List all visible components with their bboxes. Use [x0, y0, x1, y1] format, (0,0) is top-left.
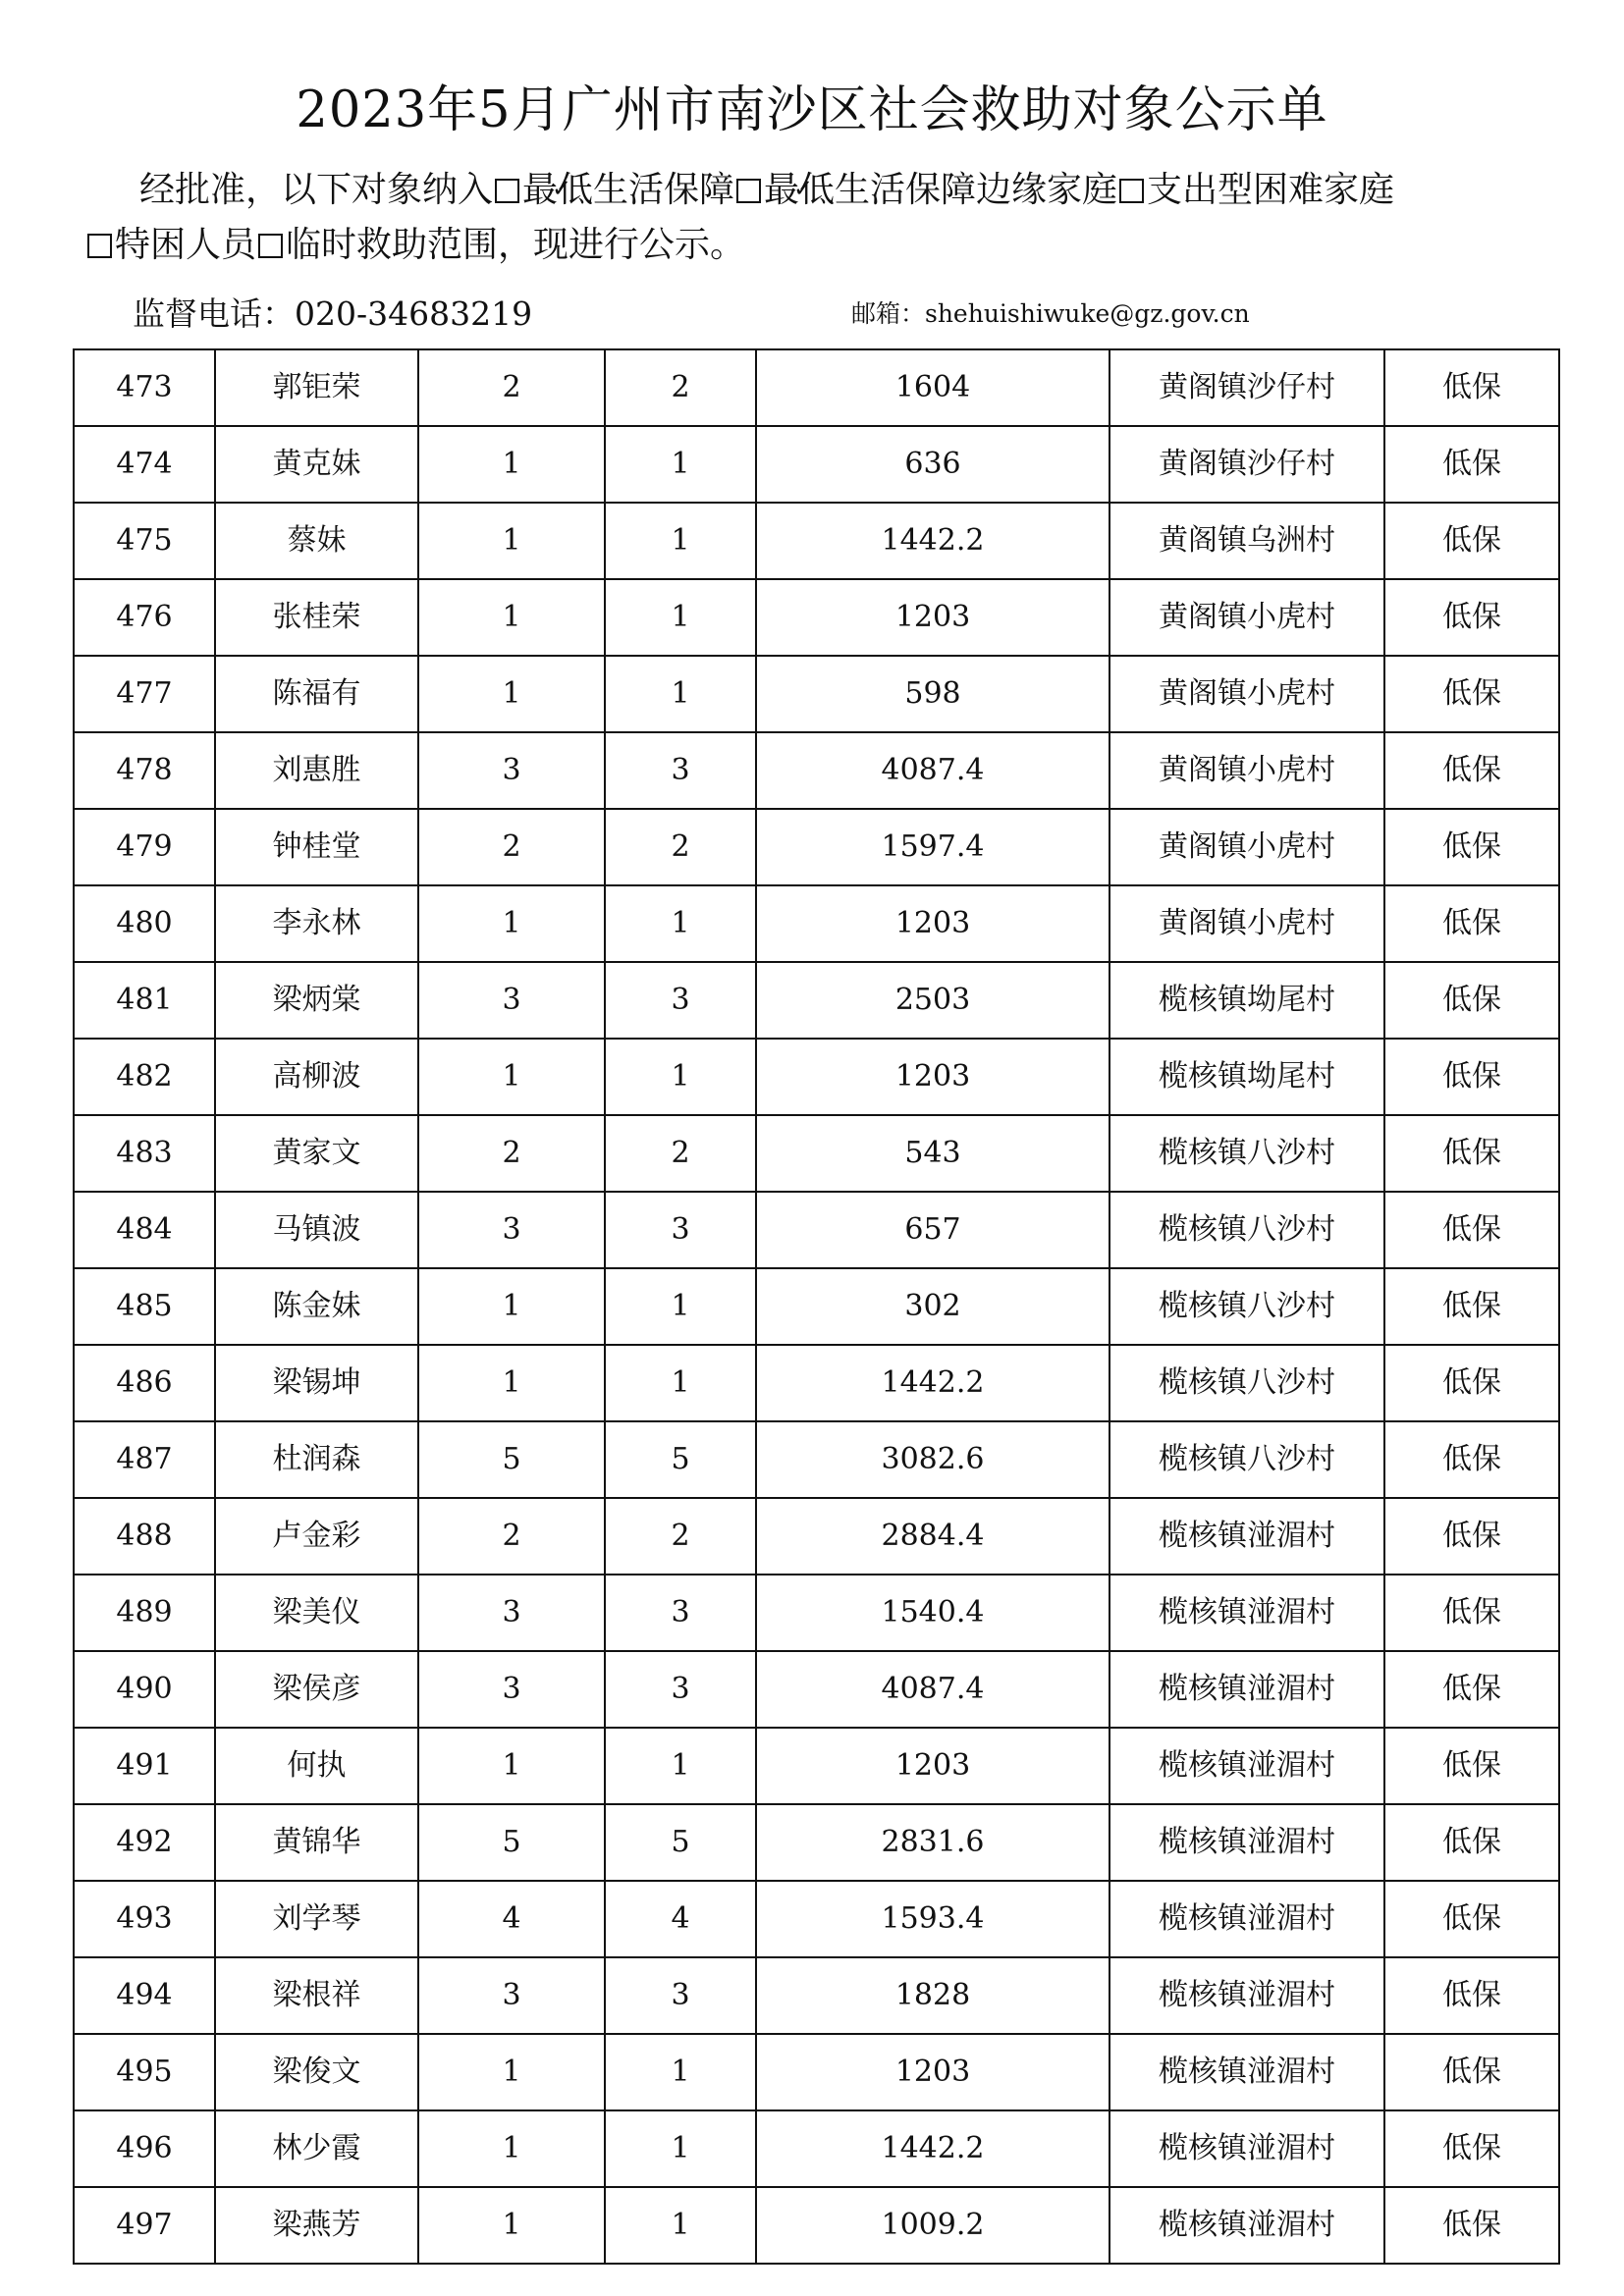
serial-number-cell: 495 — [74, 2034, 215, 2110]
relief-type-cell: 低保 — [1384, 732, 1559, 809]
option-extreme-poverty: 特困人员 — [115, 225, 257, 265]
name-cell: 梁燕芳 — [215, 2187, 418, 2264]
amount-cell: 2884.4 — [756, 1498, 1110, 1575]
household-size-cell: 1 — [418, 1039, 605, 1115]
household-size-cell: 1 — [418, 426, 605, 503]
covered-count-cell: 2 — [605, 809, 756, 885]
serial-number-cell: 482 — [74, 1039, 215, 1115]
amount-cell: 1828 — [756, 1957, 1110, 2034]
name-cell: 陈金妹 — [215, 1268, 418, 1345]
covered-count-cell: 1 — [605, 2034, 756, 2110]
serial-number-cell: 479 — [74, 809, 215, 885]
serial-number-cell: 490 — [74, 1651, 215, 1728]
relief-type-cell: 低保 — [1384, 1421, 1559, 1498]
amount-cell: 1442.2 — [756, 503, 1110, 579]
address-cell: 榄核镇湴湄村 — [1110, 1957, 1384, 2034]
amount-cell: 1203 — [756, 2034, 1110, 2110]
household-size-cell: 5 — [418, 1804, 605, 1881]
relief-type-cell: 低保 — [1384, 1345, 1559, 1421]
covered-count-cell: 1 — [605, 1728, 756, 1804]
amount-cell: 636 — [756, 426, 1110, 503]
amount-cell: 1442.2 — [756, 2110, 1110, 2187]
covered-count-cell: 5 — [605, 1421, 756, 1498]
amount-cell: 657 — [756, 1192, 1110, 1268]
address-cell: 黄阁镇小虎村 — [1110, 732, 1384, 809]
amount-cell: 1203 — [756, 885, 1110, 962]
serial-number-cell: 485 — [74, 1268, 215, 1345]
amount-cell: 2831.6 — [756, 1804, 1110, 1881]
household-size-cell: 3 — [418, 1192, 605, 1268]
statement-prefix: 经批准，以下对象纳入 — [139, 170, 494, 210]
relief-type-cell: 低保 — [1384, 1804, 1559, 1881]
serial-number-cell: 487 — [74, 1421, 215, 1498]
name-cell: 李永林 — [215, 885, 418, 962]
household-size-cell: 2 — [418, 1498, 605, 1575]
amount-cell: 598 — [756, 656, 1110, 732]
checked-box-icon — [495, 179, 519, 203]
table-row — [74, 885, 1559, 962]
address-cell: 黄阁镇小虎村 — [1110, 656, 1384, 732]
serial-number-cell: 492 — [74, 1804, 215, 1881]
serial-number-cell: 491 — [74, 1728, 215, 1804]
household-size-cell: 5 — [418, 1421, 605, 1498]
address-cell: 榄核镇坳尾村 — [1110, 1039, 1384, 1115]
address-cell: 榄核镇湴湄村 — [1110, 1575, 1384, 1651]
name-cell: 刘惠胜 — [215, 732, 418, 809]
address-cell: 榄核镇八沙村 — [1110, 1421, 1384, 1498]
address-cell: 黄阁镇小虎村 — [1110, 885, 1384, 962]
covered-count-cell: 2 — [605, 1498, 756, 1575]
amount-cell: 3082.6 — [756, 1421, 1110, 1498]
relief-type-cell: 低保 — [1384, 656, 1559, 732]
relief-type-cell: 低保 — [1384, 426, 1559, 503]
option-min-living: 最低生活保障 — [522, 170, 735, 210]
household-size-cell: 4 — [418, 1881, 605, 1957]
name-cell: 何执 — [215, 1728, 418, 1804]
relief-type-cell: 低保 — [1384, 1651, 1559, 1728]
table-row — [74, 1421, 1559, 1498]
household-size-cell: 1 — [418, 2034, 605, 2110]
table-row — [74, 503, 1559, 579]
covered-count-cell: 3 — [605, 1192, 756, 1268]
name-cell: 黄克妹 — [215, 426, 418, 503]
serial-number-cell: 486 — [74, 1345, 215, 1421]
table-row — [74, 1345, 1559, 1421]
address-cell: 榄核镇湴湄村 — [1110, 2187, 1384, 2264]
relief-type-cell: 低保 — [1384, 2187, 1559, 2264]
empty-box-icon — [258, 234, 283, 258]
amount-cell: 1203 — [756, 1728, 1110, 1804]
relief-type-cell: 低保 — [1384, 503, 1559, 579]
table-row — [74, 579, 1559, 656]
supervision-phone: 监督电话：020-34683219 — [133, 294, 533, 333]
covered-count-cell: 2 — [605, 349, 756, 426]
table-row — [74, 1115, 1559, 1192]
serial-number-cell: 473 — [74, 349, 215, 426]
name-cell: 卢金彩 — [215, 1498, 418, 1575]
amount-cell: 2503 — [756, 962, 1110, 1039]
address-cell: 榄核镇八沙村 — [1110, 1345, 1384, 1421]
relief-type-cell: 低保 — [1384, 1115, 1559, 1192]
option-expenditure-hardship: 支出型困难家庭 — [1147, 170, 1395, 210]
option-marginal-family: 最低生活保障边缘家庭 — [764, 170, 1118, 210]
table-row — [74, 732, 1559, 809]
table-row — [74, 1728, 1559, 1804]
table-row — [74, 2034, 1559, 2110]
covered-count-cell: 3 — [605, 732, 756, 809]
household-size-cell: 1 — [418, 579, 605, 656]
option-temporary-relief: 临时救助范围，现进行公示。 — [286, 225, 746, 265]
empty-box-icon — [87, 234, 112, 258]
statement-line-1 — [85, 163, 1539, 218]
table-row — [74, 962, 1559, 1039]
name-cell: 黄家文 — [215, 1115, 418, 1192]
covered-count-cell: 3 — [605, 1575, 756, 1651]
statement-line-2 — [85, 218, 1539, 273]
household-size-cell: 2 — [418, 1115, 605, 1192]
name-cell: 梁侯彦 — [215, 1651, 418, 1728]
household-size-cell: 3 — [418, 1957, 605, 2034]
name-cell: 刘学琴 — [215, 1881, 418, 1957]
relief-type-cell: 低保 — [1384, 579, 1559, 656]
name-cell: 马镇波 — [215, 1192, 418, 1268]
relief-type-cell: 低保 — [1384, 1881, 1559, 1957]
relief-type-cell: 低保 — [1384, 2034, 1559, 2110]
covered-count-cell: 3 — [605, 1651, 756, 1728]
table-row — [74, 1575, 1559, 1651]
amount-cell: 1203 — [756, 1039, 1110, 1115]
serial-number-cell: 488 — [74, 1498, 215, 1575]
amount-cell: 1442.2 — [756, 1345, 1110, 1421]
covered-count-cell: 1 — [605, 885, 756, 962]
covered-count-cell: 1 — [605, 656, 756, 732]
relief-type-cell: 低保 — [1384, 1268, 1559, 1345]
relief-type-cell: 低保 — [1384, 1728, 1559, 1804]
table-row — [74, 809, 1559, 885]
address-cell: 榄核镇八沙村 — [1110, 1268, 1384, 1345]
household-size-cell: 3 — [418, 1651, 605, 1728]
address-cell: 榄核镇湴湄村 — [1110, 1881, 1384, 1957]
address-cell: 榄核镇八沙村 — [1110, 1115, 1384, 1192]
address-cell: 榄核镇坳尾村 — [1110, 962, 1384, 1039]
name-cell: 杜润森 — [215, 1421, 418, 1498]
name-cell: 黄锦华 — [215, 1804, 418, 1881]
covered-count-cell: 1 — [605, 503, 756, 579]
address-cell: 榄核镇湴湄村 — [1110, 1804, 1384, 1881]
household-size-cell: 3 — [418, 962, 605, 1039]
table-row — [74, 2187, 1559, 2264]
amount-cell: 1009.2 — [756, 2187, 1110, 2264]
address-cell: 榄核镇湴湄村 — [1110, 1728, 1384, 1804]
household-size-cell: 2 — [418, 349, 605, 426]
amount-cell: 4087.4 — [756, 732, 1110, 809]
table-row — [74, 2110, 1559, 2187]
name-cell: 蔡妹 — [215, 503, 418, 579]
household-size-cell: 1 — [418, 1728, 605, 1804]
serial-number-cell: 494 — [74, 1957, 215, 2034]
covered-count-cell: 1 — [605, 1268, 756, 1345]
table-row — [74, 1651, 1559, 1728]
serial-number-cell: 477 — [74, 656, 215, 732]
name-cell: 钟桂堂 — [215, 809, 418, 885]
amount-cell: 302 — [756, 1268, 1110, 1345]
serial-number-cell: 480 — [74, 885, 215, 962]
serial-number-cell: 497 — [74, 2187, 215, 2264]
table-row — [74, 349, 1559, 426]
household-size-cell: 1 — [418, 1345, 605, 1421]
page-title: 2023年5月广州市南沙区社会救助对象公示单 — [296, 81, 1328, 139]
serial-number-cell: 478 — [74, 732, 215, 809]
household-size-cell: 3 — [418, 1575, 605, 1651]
relief-type-cell: 低保 — [1384, 2110, 1559, 2187]
relief-type-cell: 低保 — [1384, 885, 1559, 962]
serial-number-cell: 475 — [74, 503, 215, 579]
covered-count-cell: 3 — [605, 1957, 756, 2034]
relief-type-cell: 低保 — [1384, 1498, 1559, 1575]
covered-count-cell: 3 — [605, 962, 756, 1039]
relief-type-cell: 低保 — [1384, 962, 1559, 1039]
serial-number-cell: 489 — [74, 1575, 215, 1651]
name-cell: 梁根祥 — [215, 1957, 418, 2034]
recipient-table-body — [74, 349, 1559, 2264]
serial-number-cell: 496 — [74, 2110, 215, 2187]
checked-box-icon — [736, 179, 761, 203]
name-cell: 梁锡坤 — [215, 1345, 418, 1421]
address-cell: 榄核镇八沙村 — [1110, 1192, 1384, 1268]
address-cell: 黄阁镇沙仔村 — [1110, 426, 1384, 503]
address-cell: 榄核镇湴湄村 — [1110, 1651, 1384, 1728]
amount-cell: 1593.4 — [756, 1881, 1110, 1957]
amount-cell: 1604 — [756, 349, 1110, 426]
table-row — [74, 1957, 1559, 2034]
amount-cell: 1540.4 — [756, 1575, 1110, 1651]
household-size-cell: 1 — [418, 2187, 605, 2264]
relief-type-cell: 低保 — [1384, 1575, 1559, 1651]
approval-statement — [85, 163, 1539, 273]
amount-cell: 1203 — [756, 579, 1110, 656]
covered-count-cell: 4 — [605, 1881, 756, 1957]
household-size-cell: 1 — [418, 885, 605, 962]
serial-number-cell: 483 — [74, 1115, 215, 1192]
name-cell: 梁炳棠 — [215, 962, 418, 1039]
household-size-cell: 1 — [418, 656, 605, 732]
table-row — [74, 1268, 1559, 1345]
relief-type-cell: 低保 — [1384, 809, 1559, 885]
table-row — [74, 656, 1559, 732]
address-cell: 黄阁镇沙仔村 — [1110, 349, 1384, 426]
household-size-cell: 1 — [418, 503, 605, 579]
covered-count-cell: 1 — [605, 579, 756, 656]
amount-cell: 1597.4 — [756, 809, 1110, 885]
name-cell: 梁俊文 — [215, 2034, 418, 2110]
covered-count-cell: 5 — [605, 1804, 756, 1881]
covered-count-cell: 1 — [605, 2110, 756, 2187]
address-cell: 黄阁镇小虎村 — [1110, 579, 1384, 656]
relief-type-cell: 低保 — [1384, 349, 1559, 426]
name-cell: 陈福有 — [215, 656, 418, 732]
recipient-table — [73, 348, 1560, 2265]
table-row — [74, 1881, 1559, 1957]
name-cell: 梁美仪 — [215, 1575, 418, 1651]
household-size-cell: 1 — [418, 1268, 605, 1345]
serial-number-cell: 474 — [74, 426, 215, 503]
table-row — [74, 1498, 1559, 1575]
covered-count-cell: 1 — [605, 2187, 756, 2264]
amount-cell: 543 — [756, 1115, 1110, 1192]
amount-cell: 4087.4 — [756, 1651, 1110, 1728]
relief-type-cell: 低保 — [1384, 1039, 1559, 1115]
name-cell: 郭钜荣 — [215, 349, 418, 426]
contact-email: 邮箱：shehuishiwuke@gz.gov.cn — [851, 299, 1250, 328]
table-row — [74, 1192, 1559, 1268]
covered-count-cell: 1 — [605, 1039, 756, 1115]
household-size-cell: 1 — [418, 2110, 605, 2187]
serial-number-cell: 493 — [74, 1881, 215, 1957]
covered-count-cell: 1 — [605, 1345, 756, 1421]
serial-number-cell: 484 — [74, 1192, 215, 1268]
address-cell: 榄核镇湴湄村 — [1110, 2034, 1384, 2110]
name-cell: 张桂荣 — [215, 579, 418, 656]
household-size-cell: 3 — [418, 732, 605, 809]
table-row — [74, 1039, 1559, 1115]
table-row — [74, 426, 1559, 503]
empty-box-icon — [1119, 179, 1144, 203]
covered-count-cell: 1 — [605, 426, 756, 503]
address-cell: 黄阁镇小虎村 — [1110, 809, 1384, 885]
address-cell: 榄核镇湴湄村 — [1110, 2110, 1384, 2187]
household-size-cell: 2 — [418, 809, 605, 885]
address-cell: 榄核镇湴湄村 — [1110, 1498, 1384, 1575]
serial-number-cell: 481 — [74, 962, 215, 1039]
covered-count-cell: 2 — [605, 1115, 756, 1192]
serial-number-cell: 476 — [74, 579, 215, 656]
relief-type-cell: 低保 — [1384, 1192, 1559, 1268]
name-cell: 高柳波 — [215, 1039, 418, 1115]
name-cell: 林少霞 — [215, 2110, 418, 2187]
relief-type-cell: 低保 — [1384, 1957, 1559, 2034]
table-row — [74, 1804, 1559, 1881]
address-cell: 黄阁镇乌洲村 — [1110, 503, 1384, 579]
